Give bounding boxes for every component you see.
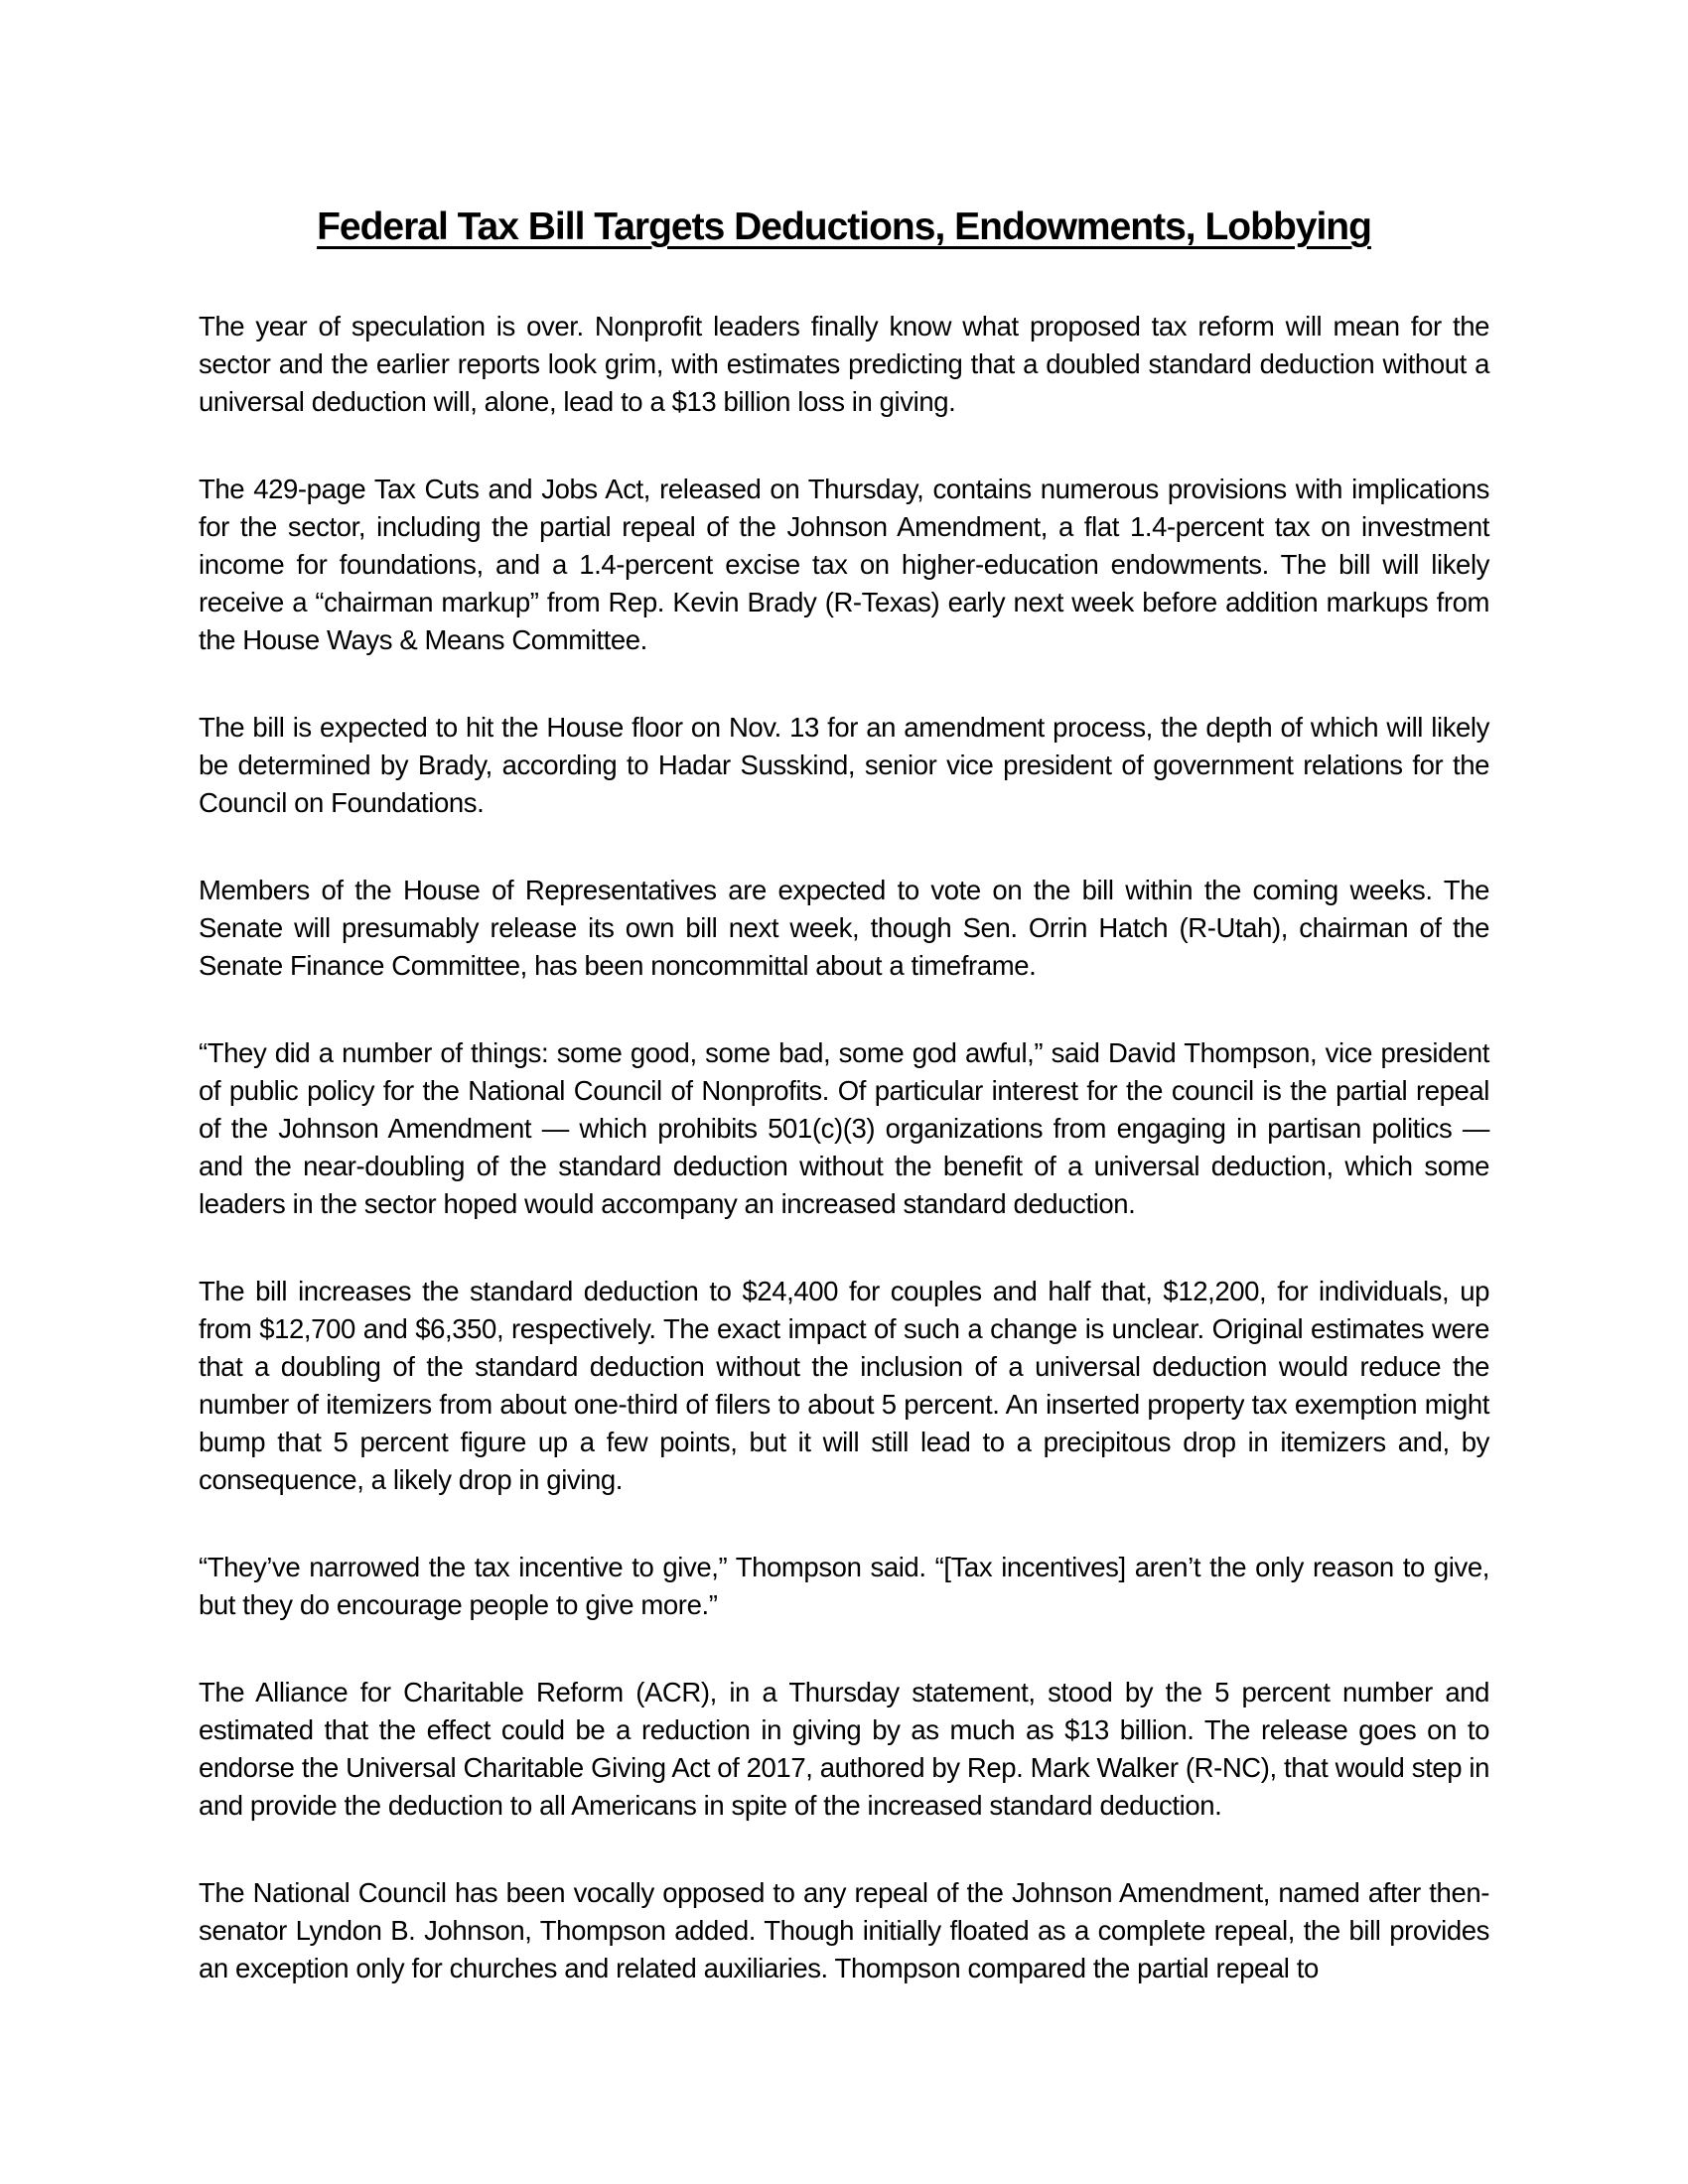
paragraph-5: “They did a number of things: some good, some bad, some god awful,” said David Thompson, vice president of public policy for the National Council of Nonprofits. Of particular interest for the council is the partial repeal of the Johnson Amendment — which prohibits 501(c)(3) organizations from engaging in partisan politics — and the near-doubling of the standard deduction without the benefit of a universal deduction, which some leaders in the sector hoped would accompany an increased standard deduction. [199,1037,1489,1219]
paragraph-8: The Alliance for Charitable Reform (ACR), in a Thursday statement, stood by the 5 percent number and estimated that the effect could be a reduction in giving by as much as $13 billion. The release goes on to endorse the Universal Charitable Giving Act of 2017, authored by Rep. Mark Walker (R-NC), that would step in and provide the deduction to all Americans in spite of the increased standard deduction. [199,1677,1489,1821]
paragraph-9: The National Council has been vocally opposed to any repeal of the Johnson Amendment, named after then-senator Lyndon B. Johnson, Thompson added. Though initially floated as a complete repeal, the bill provides an exception only for churches and related auxiliaries. Thompson compared the partial repeal to [199,1877,1489,1983]
paragraph-1: The year of speculation is over. Nonprofit leaders finally know what proposed tax reform will mean for the sector and the earlier reports look grim, with estimates predicting that a doubled standard deduction without a universal deduction will, alone, lead to a $13 billion loss in giving. [199,311,1489,417]
paragraph-2: The 429-page Tax Cuts and Jobs Act, released on Thursday, contains numerous provisions with implications for the sector, including the partial repeal of the Johnson Amendment, a flat 1.4-percent tax on investment income for foundations, and a 1.4-percent excise tax on higher-education endowments. The bill will likely receive a “chairman markup” from Rep. Kevin Brady (R-Texas) early next week before addition markups from the House Ways & Means Committee. [199,474,1489,655]
paragraph-6: The bill increases the standard deduction to $24,400 for couples and half that, $12,200, for individuals, up from $12,700 and $6,350, respectively. The exact impact of such a change is unclear. Original estimates were that a doubling of the standard deduction without the inclusion of a universal deduction would reduce the number of itemizers from about one-third of filers to about 5 percent. An inserted property tax exemption might bump that 5 percent figure up a few points, but it will still lead to a precipitous drop in itemizers and, by consequence, a likely drop in giving. [199,1276,1489,1495]
paragraph-3: The bill is expected to hit the House floor on Nov. 13 for an amendment process, the depth of which will likely be determined by Brady, according to Hadar Susskind, senior vice president of government relations for the Council on Foundations. [199,712,1489,818]
document-content [199,204,1489,1987]
paragraph-4: Members of the House of Representatives are expected to vote on the bill within the coming weeks. The Senate will presumably release its own bill next week, though Sen. Orrin Hatch (R-Utah), chairman of the Senate Finance Committee, has been noncommittal about a timeframe. [199,875,1489,981]
paragraph-7: “They’ve narrowed the tax incentive to give,” Thompson said. “[Tax incentives] aren’t the only reason to give, but they do encourage people to give more.” [199,1552,1489,1620]
document-title: Federal Tax Bill Targets Deductions, Endowments, Lobbying [317,205,1371,248]
